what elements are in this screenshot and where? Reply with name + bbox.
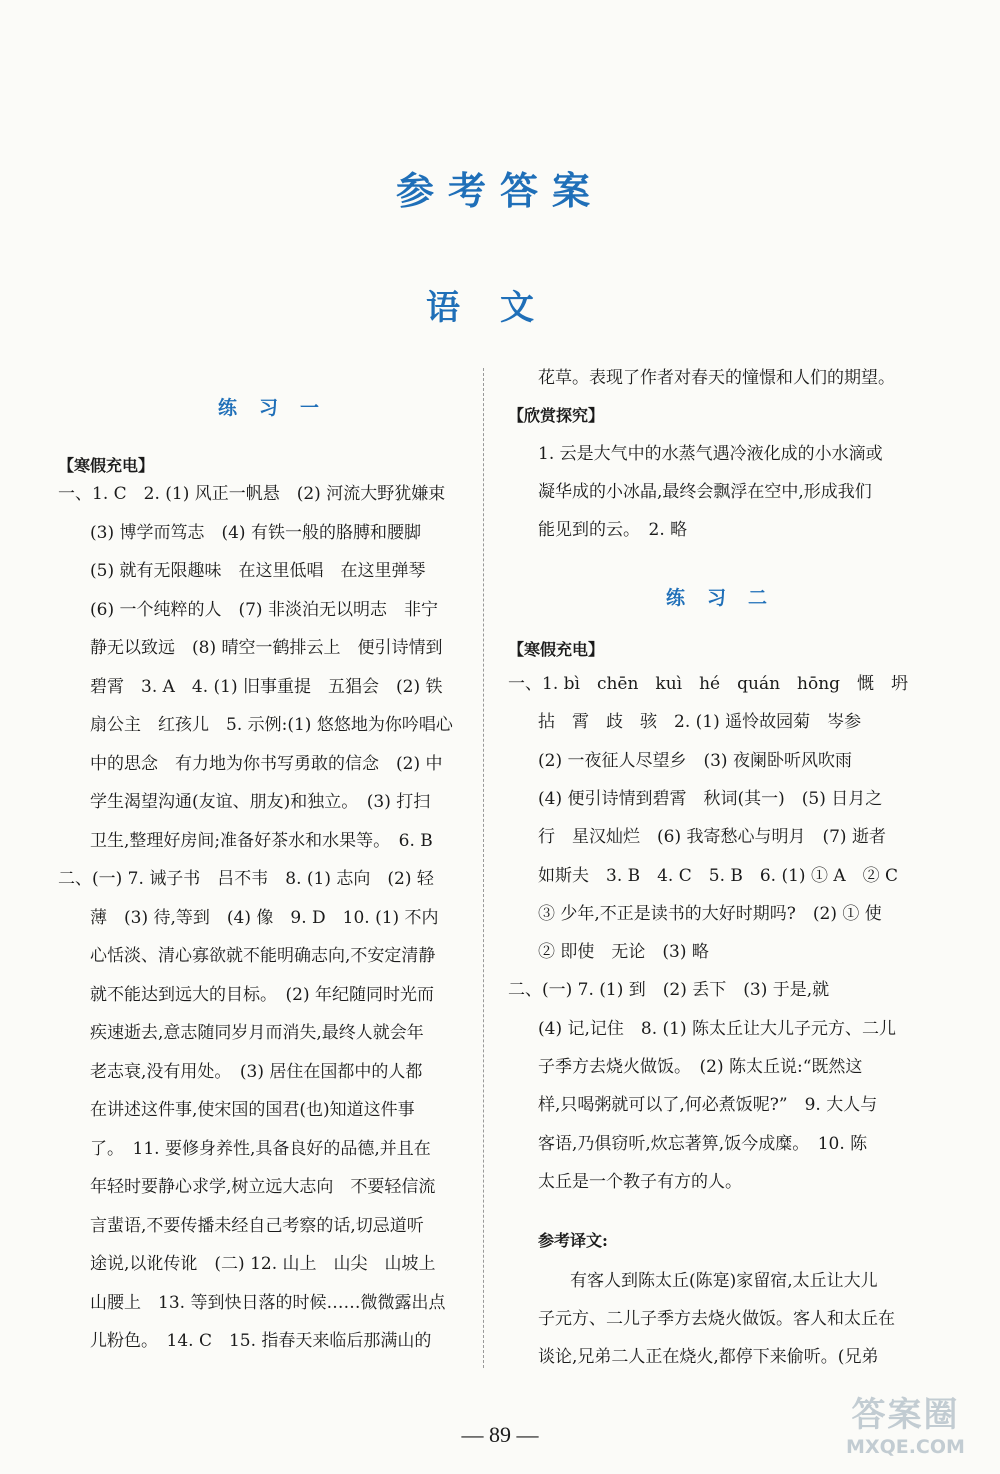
answer-line: 年轻时要静心求学,树立远大志向 不要轻信流 (90, 1177, 436, 1197)
answer-line: 二、(一) 7. (1) 到 (2) 丢下 (3) 于是,就 (508, 980, 830, 1001)
answer-line: 言蜚语,不要传播未经自己考察的话,切忌道听 (90, 1215, 424, 1236)
subject-title: 语文 (426, 288, 574, 328)
answer-line: 样,只喝粥就可以了,何必煮饭呢?” 9. 大人与 (538, 1095, 878, 1116)
page-title: 参考答案 (395, 168, 604, 213)
answer-line: 学生渴望沟通(友谊、朋友)和独立。 (3) 打扫 (90, 792, 431, 812)
answer-line: 薄 (3) 待,等到 (4) 像 9. D 10. (1) 不内 (90, 907, 439, 928)
answer-line: 卫生,整理好房间;准备好茶水和水果等。 6. B (90, 830, 433, 851)
answer-line: 中的思念 有力地为你书写勇敢的信念 (2) 中 (90, 753, 443, 774)
answer-line: (5) 就有无限趣味 在这里低唱 在这里弹琴 (90, 561, 426, 581)
answer-line: 就不能达到远大的目标。 (2) 年纪随同时光而 (90, 984, 434, 1005)
answer-line: (2) 一夜征人尽望乡 (3) 夜阑卧听风吹雨 (538, 750, 852, 771)
section-tag-winter-recharge: 【寒假充电】 (58, 456, 155, 475)
section-heading-exercise-1: 练习一 (218, 397, 342, 419)
answer-line: 客语,乃俱窃听,炊忘著箅,饭今成糜。 10. 陈 (538, 1133, 868, 1154)
answer-line: 碧霄 3. A 4. (1) 旧事重提 五猖会 (2) 铁 (90, 676, 443, 697)
answer-line: 静无以致远 (8) 晴空一鹤排云上 便引诗情到 (90, 638, 443, 658)
reference-translation-heading: 参考译文: (538, 1231, 608, 1250)
answer-line: 途说,以讹传讹 (二) 12. 山上 山尖 山坡上 (90, 1254, 436, 1274)
translation-line: 有客人到陈太丘(陈寔)家留宿,太丘让大儿 (570, 1271, 878, 1291)
translation-line: 谈论,兄弟二人正在烧火,都停下来偷听。(兄弟 (538, 1347, 879, 1367)
answer-line: 儿粉色。 14. C 15. 指春天来临后那满山的 (90, 1331, 432, 1351)
answer-line: 一、1. bì chēn kuì hé quán hōng 慨 坍 (508, 674, 909, 694)
answer-line: 太丘是一个教子有方的人。 (538, 1171, 742, 1192)
answer-line: (3) 博学而笃志 (4) 有铁一般的胳膊和腰脚 (90, 522, 421, 543)
answer-line: 花草。表现了作者对春天的憧憬和人们的期望。 (538, 368, 895, 388)
column-divider (483, 368, 484, 1368)
answer-line: 山腰上 13. 等到快日落的时候……微微露出点 (90, 1292, 446, 1313)
answer-line: 在讲述这件事,使宋国的国君(也)知道这件事 (90, 1100, 415, 1120)
answer-line: 子季方去烧火做饭。 (2) 陈太丘说:“既然这 (538, 1057, 863, 1077)
answer-line: 心恬淡、清心寡欲就不能明确志向,不安定清静 (90, 946, 436, 966)
answer-line: 如斯夫 3. B 4. C 5. B 6. (1) ① A ② C (538, 865, 899, 886)
answer-line: 一、1. C 2. (1) 风正一帆悬 (2) 河流大野犹嫌束 (58, 484, 446, 504)
watermark-logo: 答案圈 MXQE.COM (846, 1395, 965, 1458)
answer-line: 能见到的云。 2. 略 (538, 520, 688, 540)
page-number: — 89 — (461, 1422, 539, 1447)
answer-line: ② 即使 无论 (3) 略 (538, 942, 709, 963)
section-heading-exercise-2: 练习二 (666, 587, 790, 609)
translation-line: 子元方、二儿子季方去烧火做饭。客人和太丘在 (538, 1309, 895, 1329)
answer-line: 拈 霄 歧 骇 2. (1) 遥怜故园菊 岑参 (538, 712, 862, 733)
answer-line: ③ 少年,不正是读书的大好时期吗? (2) ① 使 (538, 903, 882, 924)
answer-line: 老志衰,没有用处。 (3) 居住在国都中的人都 (90, 1061, 423, 1082)
answer-line: 二、(一) 7. 诫子书 吕不韦 8. (1) 志向 (2) 轻 (58, 869, 434, 889)
answer-line: 扇公主 红孩儿 5. 示例:(1) 悠悠地为你吟唱心 (90, 715, 453, 735)
answer-line: 1. 云是大气中的水蒸气遇冷液化成的小水滴或 (538, 444, 883, 464)
answer-line: (4) 记,记住 8. (1) 陈太丘让大儿子元方、二儿 (538, 1018, 896, 1039)
answer-line: (4) 便引诗情到碧霄 秋词(其一) (5) 日月之 (538, 788, 883, 809)
answer-line: 疾速逝去,意志随同岁月而消失,最终人就会年 (90, 1023, 424, 1043)
section-tag-appreciation: 【欣赏探究】 (508, 406, 605, 425)
answer-line: 凝华成的小冰晶,最终会飘浮在空中,形成我们 (538, 482, 872, 502)
section-tag-winter-recharge-2: 【寒假充电】 (508, 640, 605, 659)
answer-line: (6) 一个纯粹的人 (7) 非淡泊无以明志 非宁 (90, 599, 438, 620)
answer-line: 行 星汉灿烂 (6) 我寄愁心与明月 (7) 逝者 (538, 827, 886, 848)
answer-line: 了。 11. 要修身养性,具备良好的品德,并且在 (90, 1138, 431, 1159)
